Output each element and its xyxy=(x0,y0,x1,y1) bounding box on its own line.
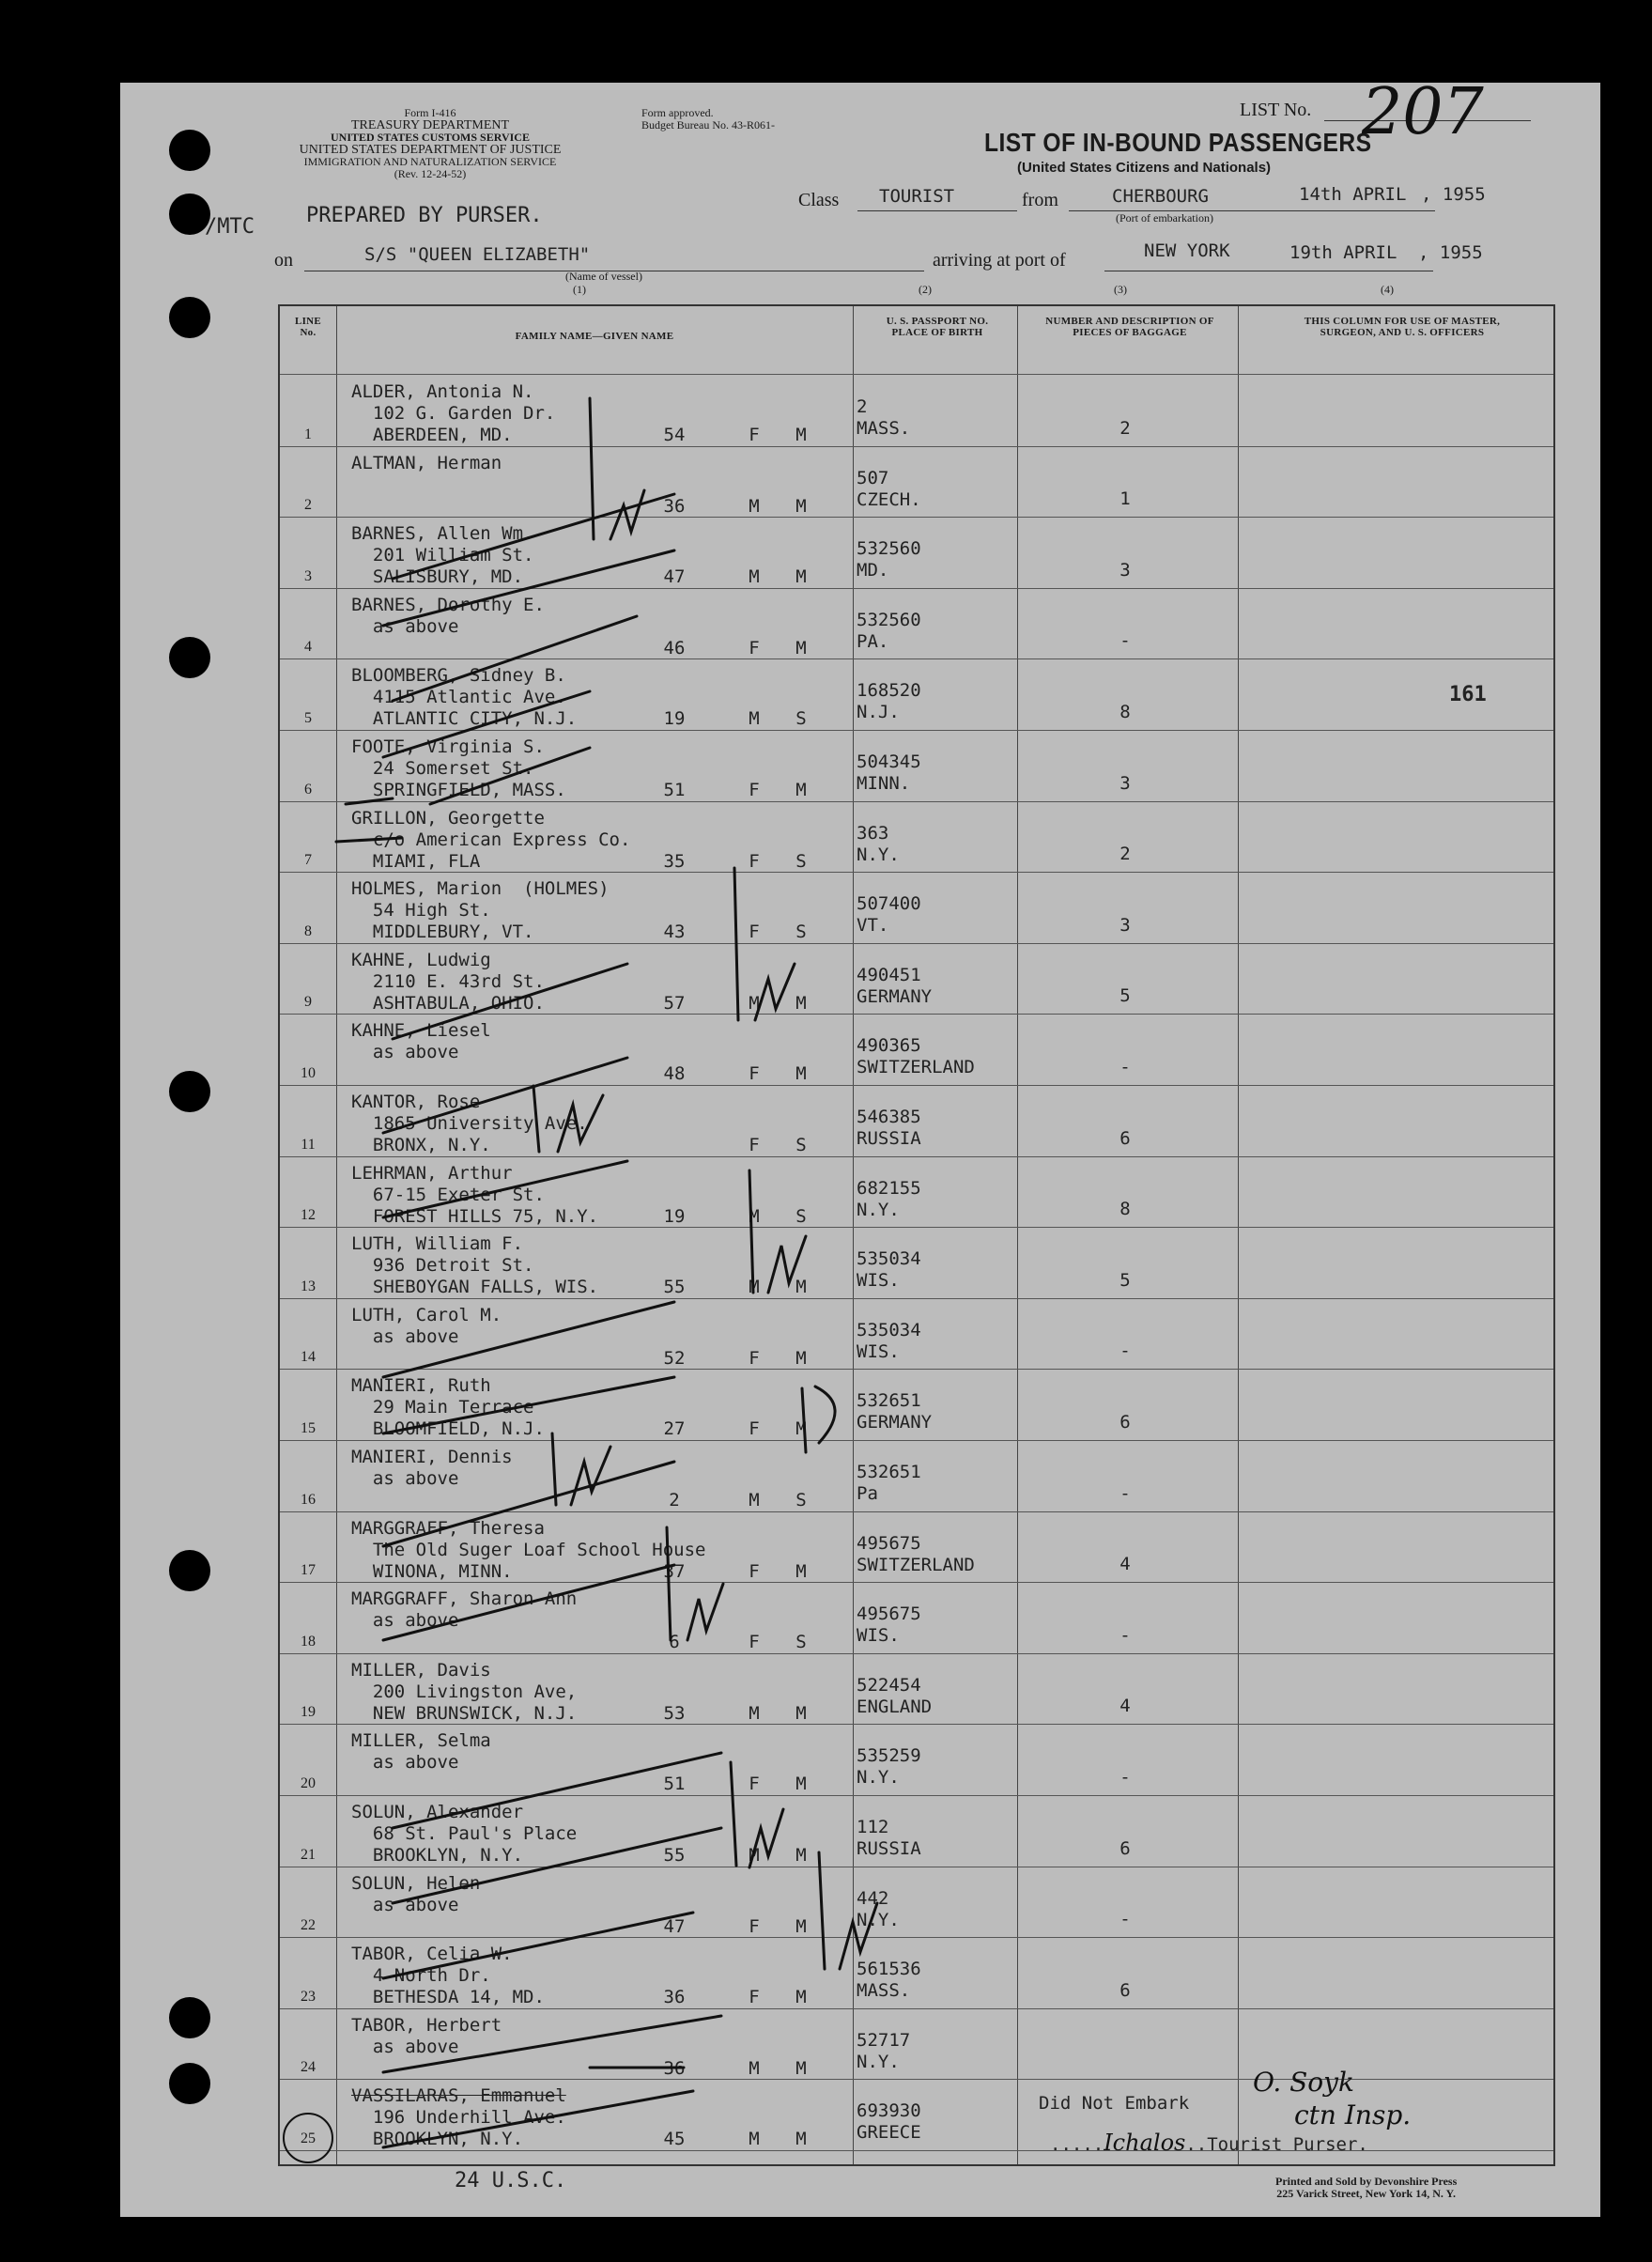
place-of-birth: N.Y. xyxy=(857,1909,900,1930)
handwritten-checkmarks xyxy=(280,306,1553,2164)
marital-status: S xyxy=(795,1632,807,1653)
passenger-sex: M xyxy=(749,2129,760,2150)
passenger-name: LUTH, William F. xyxy=(351,1233,524,1255)
punch-hole xyxy=(169,130,210,171)
passenger-age: 55 xyxy=(663,1845,686,1866)
passport-number: 532560 xyxy=(857,609,921,630)
passenger-address-line: MIDDLEBURY, VT. xyxy=(351,922,534,943)
line-number: 21 xyxy=(301,1846,316,1863)
bureau-line: Budget Bureau No. 43-R061- xyxy=(641,118,775,132)
embark-note: (Port of embarkation) xyxy=(1116,211,1213,225)
passport-number: 535034 xyxy=(857,1319,921,1340)
baggage-count: 4 xyxy=(1119,1696,1131,1717)
immigration-service: IMMIGRATION AND NATURALIZATION SERVICE xyxy=(303,155,557,168)
passenger-name: BARNES, Allen Wm. xyxy=(351,523,534,545)
passenger-sex: F xyxy=(749,1135,760,1155)
line-number: 25 xyxy=(301,2130,316,2146)
passenger-name: MILLER, Davis xyxy=(351,1659,491,1681)
passenger-sex: F xyxy=(749,1063,760,1085)
baggage-count: - xyxy=(1119,1909,1131,1930)
passport-number: 442 xyxy=(857,1887,889,1909)
marital-status: M xyxy=(795,1915,807,1937)
manifest-page xyxy=(120,75,1600,2217)
passport-number: 495675 xyxy=(857,1532,921,1554)
passport-number: 532651 xyxy=(857,1390,921,1412)
marital-status: M xyxy=(795,425,807,445)
passenger-address-line: as above xyxy=(351,1610,459,1632)
inspector-signature: ctn Insp. xyxy=(1294,2099,1412,2130)
passenger-age: 2 xyxy=(669,1490,680,1511)
passenger-address-line: 2110 E. 43rd St. xyxy=(351,970,545,992)
passenger-address-line: 4 North Dr. xyxy=(351,1965,491,1987)
passenger-sex: F xyxy=(749,850,760,872)
passenger-address-line: 936 Detroit St. xyxy=(351,1255,534,1277)
line-number: 17 xyxy=(301,1562,316,1579)
marital-status: M xyxy=(795,1702,807,1724)
passenger-name: BLOOMBERG, Sidney B. xyxy=(351,665,566,687)
marital-status: M xyxy=(795,1987,807,2008)
passport-number: 504345 xyxy=(857,751,921,772)
passport-number: 363 xyxy=(857,822,889,844)
passenger-sex: M xyxy=(749,1845,760,1866)
document-title: LIST OF IN-BOUND PASSENGERS xyxy=(984,128,1372,157)
passenger-sex: M xyxy=(749,1490,760,1511)
passenger-address-line: 102 G. Garden Dr. xyxy=(351,403,556,424)
passenger-age: 47 xyxy=(663,1915,686,1937)
passenger-address-line: FOREST HILLS 75, N.Y. xyxy=(351,1205,599,1227)
punch-hole xyxy=(169,1071,210,1112)
passenger-sex: M xyxy=(749,2057,760,2079)
baggage-count: 6 xyxy=(1119,1979,1131,2001)
line-number: 10 xyxy=(301,1064,316,1081)
vessel-note: (Name of vessel) xyxy=(565,270,642,283)
place-of-birth: WIS. xyxy=(857,1340,900,1362)
passport-number: 507 xyxy=(857,467,889,488)
passenger-age: 54 xyxy=(663,425,686,445)
passenger-age: 46 xyxy=(663,637,686,658)
passenger-age: 36 xyxy=(663,2057,686,2079)
line-number: 16 xyxy=(301,1491,316,1508)
passenger-address-line: as above xyxy=(351,2036,459,2057)
passenger-name: KAHNE, Liesel xyxy=(351,1020,491,1042)
embark-date: 14th APRIL xyxy=(1299,184,1407,205)
passenger-address-line: BROOKLYN, N.Y. xyxy=(351,2129,524,2150)
place-of-birth: Pa xyxy=(857,1483,878,1504)
passenger-address-line: ASHTABULA, OHIO. xyxy=(351,992,545,1014)
baggage-count: - xyxy=(1119,1340,1131,1362)
baggage-count: 1 xyxy=(1119,488,1131,510)
marital-status: S xyxy=(795,922,807,943)
passport-number: 693930 xyxy=(857,2100,921,2122)
baggage-count: 6 xyxy=(1119,1411,1131,1433)
line-number: 20 xyxy=(301,1774,316,1791)
marital-status: M xyxy=(795,1418,807,1440)
passenger-age: 37 xyxy=(663,1560,686,1582)
header-line-no: LINE No. xyxy=(294,316,322,338)
passenger-sex: M xyxy=(749,1205,760,1227)
vessel-name: S/S "QUEEN ELIZABETH" xyxy=(364,244,591,265)
baggage-count: 6 xyxy=(1119,1837,1131,1859)
embark-port: CHERBOURG xyxy=(1112,186,1209,207)
line-number: 3 xyxy=(304,567,312,584)
place-of-birth: N.J. xyxy=(857,702,900,723)
treasury-dept: TREASURY DEPARTMENT xyxy=(350,118,510,132)
punch-hole xyxy=(169,297,210,338)
passenger-name: ALTMAN, Herman xyxy=(351,452,502,473)
place-of-birth: SWITZERLAND xyxy=(857,1554,975,1575)
header-baggage: NUMBER AND DESCRIPTION OF PIECES OF BAGGAGE xyxy=(1045,316,1214,338)
passport-number: 490365 xyxy=(857,1035,921,1057)
column-number-2: (2) xyxy=(919,283,932,296)
passenger-address-line: SPRINGFIELD, MASS. xyxy=(351,780,566,800)
purser-dots: ..... xyxy=(1050,2134,1104,2155)
passenger-name: LEHRMAN, Arthur xyxy=(351,1162,513,1184)
passenger-address-line: BLOOMFIELD, N.J. xyxy=(351,1418,545,1440)
list-label: LIST No. xyxy=(1240,100,1312,120)
passenger-sex: F xyxy=(749,1632,760,1653)
marital-status: S xyxy=(795,1490,807,1511)
passenger-age: 6 xyxy=(669,1632,680,1653)
document-subtitle: (United States Citizens and Nationals) xyxy=(1017,160,1272,176)
place-of-birth: MD. xyxy=(857,560,889,581)
passenger-address-line: NEW BRUNSWICK, N.J. xyxy=(351,1702,578,1724)
arrival-year: , 1955 xyxy=(1418,242,1483,263)
line-number: 11 xyxy=(301,1136,316,1153)
passenger-sex: F xyxy=(749,637,760,658)
passenger-name: KANTOR, Rose xyxy=(351,1092,481,1112)
line-number: 13 xyxy=(301,1278,316,1294)
justice-dept: UNITED STATES DEPARTMENT OF JUSTICE xyxy=(299,143,562,157)
passenger-name: ALDER, Antonia N. xyxy=(351,381,534,402)
passport-number: 2 xyxy=(857,396,868,417)
punch-hole xyxy=(169,2063,210,2104)
passenger-sex: F xyxy=(749,922,760,943)
passenger-address-line: 201 William St. xyxy=(351,545,534,566)
baggage-count: 8 xyxy=(1119,1199,1131,1220)
baggage-count: 3 xyxy=(1119,772,1131,794)
marital-status: M xyxy=(795,1277,807,1298)
passenger-age: 53 xyxy=(663,1702,686,1724)
baggage-count: - xyxy=(1119,1624,1131,1646)
place-of-birth: RUSSIA xyxy=(857,1838,921,1859)
marital-status: M xyxy=(795,1063,807,1085)
passenger-age: 51 xyxy=(663,1774,686,1795)
marital-status: M xyxy=(795,1845,807,1866)
passenger-name: MILLER, Selma xyxy=(351,1730,491,1752)
arrival-port: NEW YORK xyxy=(1144,240,1230,261)
passenger-name: MARGGRAFF, Sharon-Ann xyxy=(351,1588,578,1610)
passenger-address-line: SHEBOYGAN FALLS, WIS. xyxy=(351,1277,599,1298)
punch-hole xyxy=(169,1997,210,2038)
revision: (Rev. 12-24-52) xyxy=(394,167,467,180)
place-of-birth: ENGLAND xyxy=(857,1696,933,1717)
passenger-name: MARGGRAFF, Theresa xyxy=(351,1517,545,1539)
header-officers: THIS COLUMN FOR USE OF MASTER, SURGEON, AND U. S. OFFICERS xyxy=(1304,316,1501,338)
place-of-birth: N.Y. xyxy=(857,1199,900,1220)
place-of-birth: SWITZERLAND xyxy=(857,1057,975,1078)
passenger-name: LUTH, Carol M. xyxy=(351,1304,502,1325)
marital-status: M xyxy=(795,780,807,800)
marital-status: S xyxy=(795,1205,807,1227)
place-of-birth: RUSSIA xyxy=(857,1128,921,1149)
passenger-address-line: 200 Livingston Ave, xyxy=(351,1681,578,1702)
passenger-age: 43 xyxy=(663,922,686,943)
passport-number: 535034 xyxy=(857,1248,921,1270)
baggage-count: 4 xyxy=(1119,1554,1131,1575)
line-number: 2 xyxy=(304,497,312,514)
place-of-birth: N.Y. xyxy=(857,1767,900,1789)
form-number: Form I-416 xyxy=(404,106,456,119)
marital-status: M xyxy=(795,992,807,1014)
arriving-label: arriving at port of xyxy=(933,250,1066,271)
approval-note xyxy=(641,107,775,132)
purser-signature: Ichalos xyxy=(1104,2130,1186,2156)
place-of-birth: N.Y. xyxy=(857,2051,900,2072)
baggage-count: 5 xyxy=(1119,1269,1131,1291)
passenger-address-line: 196 Underhill Ave. xyxy=(351,2107,566,2129)
passenger-name: GRILLON, Georgette xyxy=(351,807,545,829)
place-of-birth: WIS. xyxy=(857,1270,900,1292)
passenger-age: 47 xyxy=(663,566,686,588)
printer-note xyxy=(1275,2176,1457,2200)
passenger-name: FOOTE, Virginia S. xyxy=(351,736,545,757)
baggage-count: 3 xyxy=(1119,559,1131,581)
place-of-birth: MINN. xyxy=(857,773,911,794)
line-number: 14 xyxy=(301,1349,316,1366)
on-label: on xyxy=(274,250,293,271)
marital-status: M xyxy=(795,637,807,658)
passenger-age: 57 xyxy=(663,992,686,1014)
passenger-name: SOLUN, Alexander xyxy=(351,1802,524,1822)
passport-number: 535259 xyxy=(857,1745,921,1767)
line-number: 9 xyxy=(304,994,312,1011)
passenger-name: BARNES, Dorothy E. xyxy=(351,594,545,615)
class-value: TOURIST xyxy=(879,186,955,207)
line-number: 18 xyxy=(301,1633,316,1650)
passenger-address-line: MIAMI, FLA xyxy=(351,850,481,872)
passenger-sex: F xyxy=(749,425,760,445)
line-number: 1 xyxy=(304,426,312,442)
marital-status: M xyxy=(795,1560,807,1582)
passport-number: 561536 xyxy=(857,1959,921,1980)
passenger-sex: M xyxy=(749,1702,760,1724)
passport-number: 490451 xyxy=(857,964,921,985)
column-number-3: (3) xyxy=(1114,283,1127,296)
passenger-age: 55 xyxy=(663,1277,686,1298)
passenger-age: 36 xyxy=(663,495,686,517)
passenger-address-line: as above xyxy=(351,1752,459,1774)
passport-number: 495675 xyxy=(857,1604,921,1625)
passenger-address-line: as above xyxy=(351,1894,459,1915)
approval-line: Form approved. xyxy=(641,106,714,119)
baggage-count: - xyxy=(1119,1482,1131,1504)
passenger-sex: F xyxy=(749,1915,760,1937)
line-number: 5 xyxy=(304,709,312,726)
passenger-name: MANIERI, Dennis xyxy=(351,1447,513,1467)
class-label: Class xyxy=(798,190,840,210)
code-reference: 24 U.S.C. xyxy=(455,2169,567,2192)
passport-number: 532560 xyxy=(857,538,921,560)
passenger-name: SOLUN, Helen xyxy=(351,1872,481,1894)
passenger-address-line: as above xyxy=(351,1468,459,1489)
did-not-embark: Did Not Embark xyxy=(1039,2093,1190,2114)
passenger-age: 45 xyxy=(663,2129,686,2150)
passenger-address-line: 4115 Atlantic Ave. xyxy=(351,687,566,708)
passenger-address-line: 54 High St. xyxy=(351,900,491,922)
passenger-address-line: BROOKLYN, N.Y. xyxy=(351,1845,524,1866)
place-of-birth: CZECH. xyxy=(857,488,921,510)
marital-status: M xyxy=(795,2057,807,2079)
passenger-address-line: BETHESDA 14, MD. xyxy=(351,1987,545,2008)
passenger-address-line: WINONA, MINN. xyxy=(351,1560,513,1582)
passenger-address-line: ATLANTIC CITY, N.J. xyxy=(351,708,578,730)
line-number: 4 xyxy=(304,639,312,656)
place-of-birth: MASS. xyxy=(857,1980,911,2002)
marital-status: M xyxy=(795,1774,807,1795)
baggage-count: - xyxy=(1119,630,1131,652)
passenger-sex: F xyxy=(749,1347,760,1369)
passenger-table xyxy=(278,304,1555,2166)
passenger-address-line: 1865 University Ave. xyxy=(351,1113,588,1134)
baggage-count: 5 xyxy=(1119,985,1131,1007)
passenger-sex: F xyxy=(749,780,760,800)
passenger-sex: M xyxy=(749,495,760,517)
passenger-address-line: 24 Somerset St. xyxy=(351,758,534,779)
passenger-address-line: 29 Main Terrace xyxy=(351,1397,534,1418)
passport-number: 112 xyxy=(857,1817,889,1837)
baggage-count: 2 xyxy=(1119,844,1131,865)
arrival-date: 19th APRIL xyxy=(1289,242,1397,263)
passenger-name: TABOR, Celia W. xyxy=(351,1944,513,1965)
passenger-address-line: as above xyxy=(351,1042,459,1063)
passenger-sex: M xyxy=(749,708,760,730)
passport-number: 682155 xyxy=(857,1177,921,1199)
passenger-name: MANIERI, Ruth xyxy=(351,1375,491,1397)
passport-number: 507400 xyxy=(857,893,921,915)
passenger-address-line: as above xyxy=(351,615,459,637)
place-of-birth: WIS. xyxy=(857,1625,900,1647)
passenger-sex: F xyxy=(749,1774,760,1795)
passport-number: 168520 xyxy=(857,680,921,702)
marital-status: S xyxy=(795,850,807,872)
inspector-signature: O. Soyk xyxy=(1253,2067,1354,2098)
passenger-address-line: ABERDEEN, MD. xyxy=(351,425,513,445)
printer-line-1: Printed and Sold by Devonshire Press xyxy=(1275,2175,1458,2188)
line-number: 19 xyxy=(301,1704,316,1721)
marital-status: S xyxy=(795,708,807,730)
punch-hole xyxy=(169,1550,210,1591)
line-number: 23 xyxy=(301,1988,316,2005)
line-number: 8 xyxy=(304,922,312,939)
passenger-age: 19 xyxy=(663,1205,686,1227)
passenger-age: 51 xyxy=(663,780,686,800)
passenger-sex: F xyxy=(749,1560,760,1582)
place-of-birth: N.Y. xyxy=(857,844,900,865)
line-number: 12 xyxy=(301,1207,316,1224)
mtc-note: /MTC xyxy=(205,215,255,239)
passport-number: 532651 xyxy=(857,1462,921,1482)
marital-status: M xyxy=(795,566,807,588)
form-header-left xyxy=(270,107,590,180)
passport-number: 546385 xyxy=(857,1107,921,1127)
place-of-birth: GERMANY xyxy=(857,1412,933,1433)
embark-year: , 1955 xyxy=(1421,184,1486,205)
passenger-age: 19 xyxy=(663,708,686,730)
passenger-address-line: 67-15 Exeter St. xyxy=(351,1184,545,1205)
place-of-birth: GREECE xyxy=(857,2122,921,2144)
header-passport: U. S. PASSPORT NO. PLACE OF BIRTH xyxy=(886,316,989,338)
passenger-name: KAHNE, Ludwig xyxy=(351,949,491,970)
passenger-age: 35 xyxy=(663,850,686,872)
punch-hole xyxy=(169,637,210,678)
passenger-age: 27 xyxy=(663,1418,686,1440)
passenger-name: TABOR, Herbert xyxy=(351,2014,502,2036)
line-number: 15 xyxy=(301,1419,316,1436)
passenger-name: HOLMES, Marion (HOLMES) xyxy=(351,878,610,900)
passenger-sex: M xyxy=(749,566,760,588)
place-of-birth: PA. xyxy=(857,630,889,652)
passenger-address-line: 68 St. Paul's Place xyxy=(351,1823,578,1844)
marital-status: M xyxy=(795,1347,807,1369)
baggage-count: 3 xyxy=(1119,914,1131,936)
marital-status: M xyxy=(795,2129,807,2150)
printer-line-2: 225 Varick Street, New York 14, N. Y. xyxy=(1276,2187,1457,2200)
passenger-age: 48 xyxy=(663,1063,686,1085)
place-of-birth: VT. xyxy=(857,915,889,937)
baggage-count: 6 xyxy=(1119,1127,1131,1149)
line-number: 6 xyxy=(304,781,312,798)
line-number: 24 xyxy=(301,2059,316,2076)
line-number: 22 xyxy=(301,1917,316,1934)
passenger-address-line: BRONX, N.Y. xyxy=(351,1135,491,1155)
place-of-birth: GERMANY xyxy=(857,985,933,1007)
marital-status: M xyxy=(795,495,807,517)
passport-number: 52717 xyxy=(857,2029,911,2051)
passenger-age: 52 xyxy=(663,1347,686,1369)
purser-title: Tourist Purser. xyxy=(1207,2134,1368,2155)
passenger-sex: M xyxy=(749,992,760,1014)
baggage-count: - xyxy=(1119,1766,1131,1788)
passport-number: 522454 xyxy=(857,1674,921,1696)
passenger-address-line: The Old Suger Loaf School House xyxy=(351,1539,706,1560)
passenger-name: VASSILARAS, Emmanuel xyxy=(351,2085,566,2107)
header-family-name: FAMILY NAME—GIVEN NAME xyxy=(515,331,674,342)
passenger-sex: F xyxy=(749,1418,760,1440)
marital-status: S xyxy=(795,1135,807,1155)
passenger-address-line: SALISBURY, MD. xyxy=(351,566,524,588)
passenger-address-line: c/o American Express Co. xyxy=(351,829,631,850)
customs-service: UNITED STATES CUSTOMS SERVICE xyxy=(331,131,530,144)
purser-dots: .. xyxy=(1185,2134,1208,2155)
place-of-birth: MASS. xyxy=(857,418,911,439)
prepared-by: PREPARED BY PURSER. xyxy=(306,204,543,227)
column-number-4: (4) xyxy=(1381,283,1394,296)
list-number: 207 xyxy=(1362,75,1484,149)
baggage-count: 2 xyxy=(1119,417,1131,439)
line-number: 7 xyxy=(304,852,312,869)
baggage-count: 8 xyxy=(1119,701,1131,722)
baggage-count: - xyxy=(1119,1056,1131,1077)
passenger-sex: F xyxy=(749,1987,760,2008)
officer-note: 161 xyxy=(1449,683,1487,706)
from-label: from xyxy=(1022,190,1058,210)
column-number-1: (1) xyxy=(573,283,586,296)
passenger-sex: M xyxy=(749,1277,760,1298)
passenger-address-line: as above xyxy=(351,1325,459,1347)
passenger-age: 36 xyxy=(663,1987,686,2008)
